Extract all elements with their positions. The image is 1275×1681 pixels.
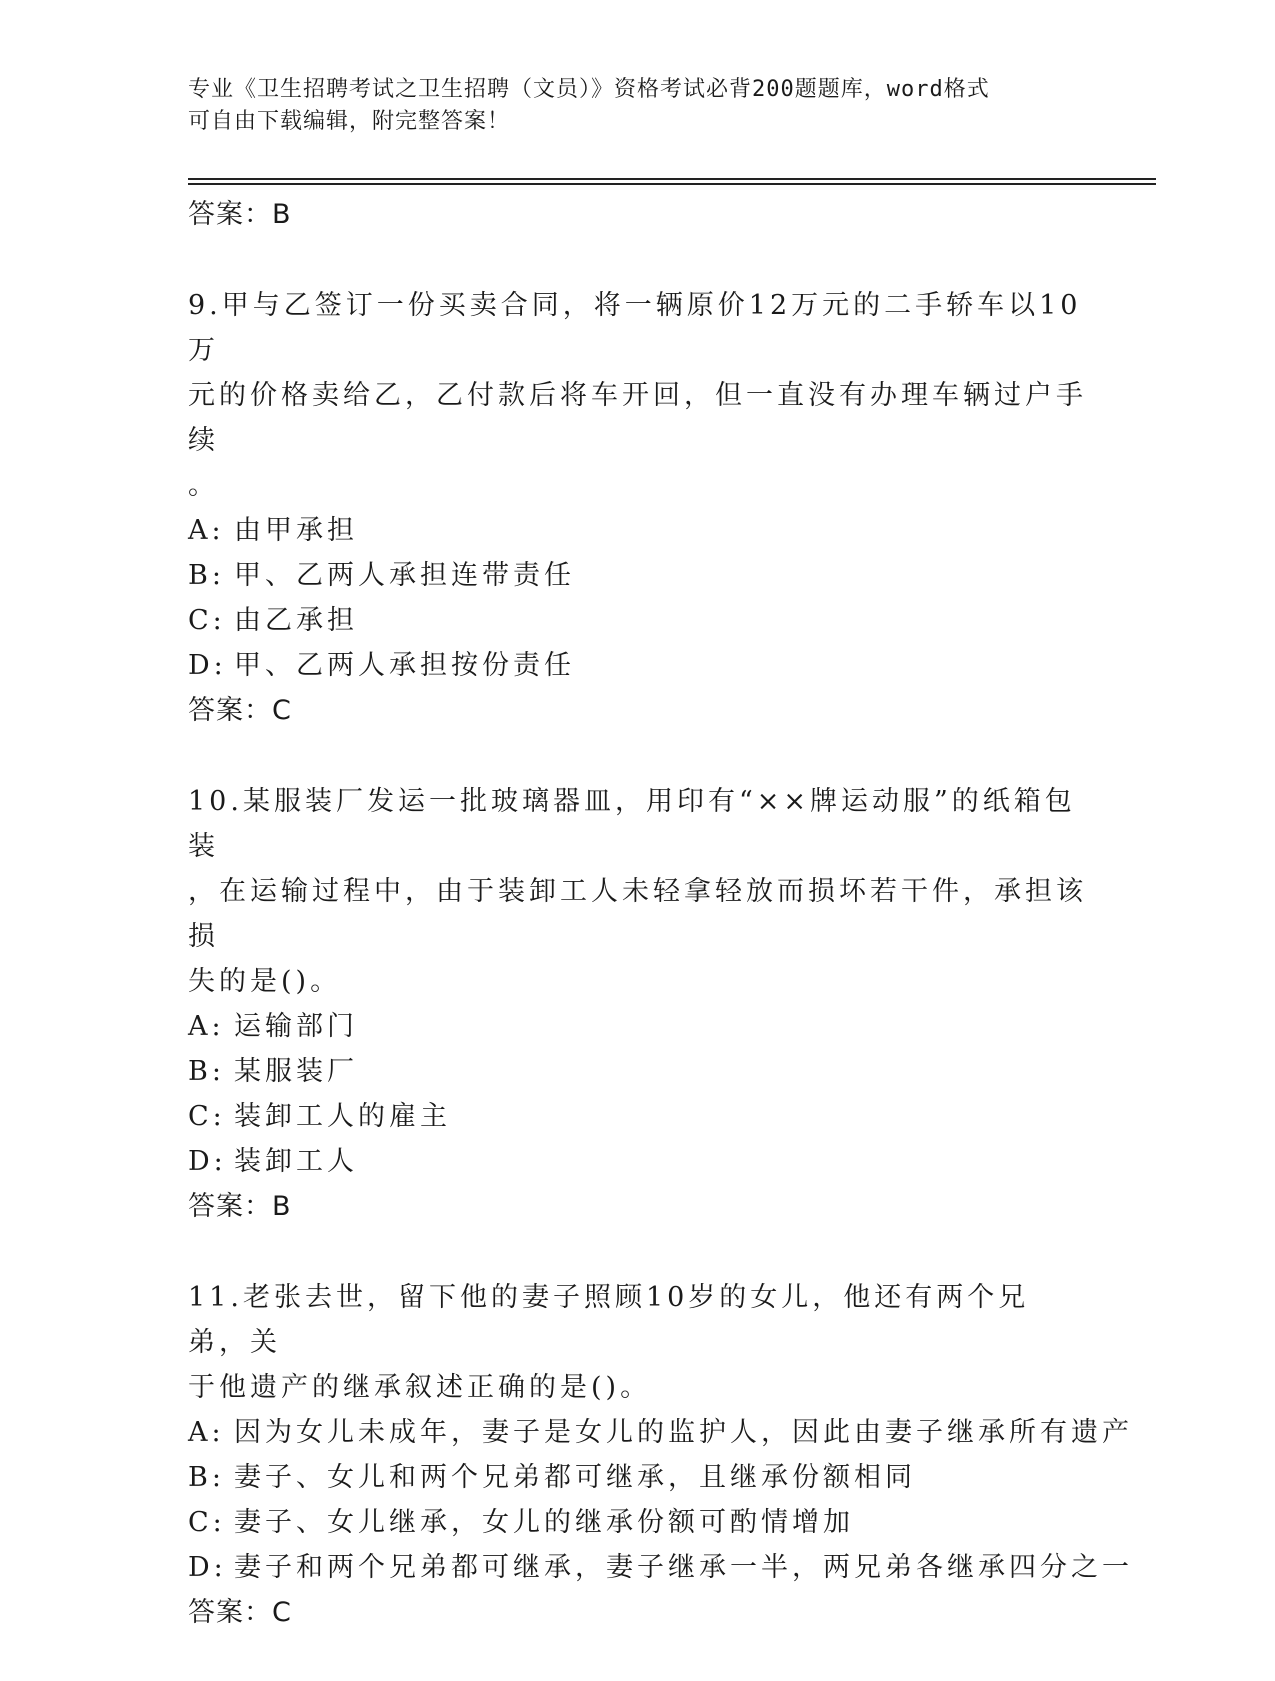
- previous-question-answer: 答案：B: [188, 199, 292, 230]
- option-letter: C:: [188, 1101, 226, 1132]
- option-d: [188, 643, 1088, 688]
- option-c: [188, 1500, 1088, 1545]
- answer-label: 答案：C: [188, 1597, 292, 1628]
- document-header: [188, 74, 1088, 138]
- stem-line: 元的价格卖给乙，乙付款后将车开回，但一直没有办理车辆过户手续: [188, 380, 1087, 456]
- stem-line: 于他遗产的继承叙述正确的是()。: [188, 1372, 652, 1403]
- option-d: [188, 1545, 1133, 1590]
- option-text: 因为女儿未成年，妻子是女儿的监护人，因此由妻子继承所有遗产: [234, 1417, 1133, 1448]
- option-text: 妻子、女儿继承，女儿的继承份额可酌情增加: [234, 1507, 854, 1538]
- question-10: [188, 779, 1088, 1229]
- option-letter: C:: [188, 605, 226, 636]
- option-letter: B:: [188, 1056, 225, 1087]
- stem-line: 9.甲与乙签订一份买卖合同，将一辆原价12万元的二手轿车以10万: [188, 290, 1082, 366]
- option-text: 某服装厂: [234, 1056, 358, 1087]
- option-text: 由甲承担: [234, 515, 358, 546]
- option-letter: D:: [188, 1552, 227, 1583]
- question-9: [188, 283, 1088, 733]
- option-letter: A:: [188, 1011, 225, 1042]
- option-letter: D:: [188, 1146, 227, 1177]
- option-c: [188, 1094, 1088, 1139]
- answer-label: 答案：B: [188, 1191, 292, 1222]
- option-c: [188, 598, 1088, 643]
- header-title-line-2: 可自由下载编辑，附完整答案！: [188, 109, 511, 134]
- option-letter: B:: [188, 560, 225, 591]
- header-title-line-1: 专业《卫生招聘考试之卫生招聘（文员）》资格考试必背200题题库，word格式: [188, 77, 990, 102]
- option-a: [188, 508, 1088, 553]
- option-letter: A:: [188, 515, 225, 546]
- option-text: 装卸工人的雇主: [234, 1101, 451, 1132]
- stem-line: 失的是()。: [188, 966, 342, 997]
- stem-line: 10.某服装厂发运一批玻璃器皿，用印有“××牌运动服”的纸箱包装: [188, 786, 1076, 862]
- stem-line: 。: [188, 470, 219, 501]
- option-text: 运输部门: [234, 1011, 358, 1042]
- question-content: [188, 192, 1133, 1681]
- option-letter: C:: [188, 1507, 226, 1538]
- answer-label: 答案：C: [188, 695, 292, 726]
- header-rule-top: [188, 178, 1156, 180]
- option-text: 妻子、女儿和两个兄弟都可继承，且继承份额相同: [234, 1462, 916, 1493]
- question-stem: [188, 283, 1088, 508]
- option-text: 甲、乙两人承担按份责任: [234, 650, 575, 681]
- option-text: 妻子和两个兄弟都可继承，妻子继承一半，两兄弟各继承四分之一: [234, 1552, 1133, 1583]
- question-stem: [188, 779, 1088, 1004]
- option-letter: B:: [188, 1462, 225, 1493]
- question-11: [188, 1275, 1133, 1635]
- option-b: [188, 1049, 1088, 1094]
- option-b: [188, 1455, 1088, 1500]
- option-a: [188, 1004, 1088, 1049]
- option-d: [188, 1139, 1088, 1184]
- stem-line: ，在运输过程中，由于装卸工人未轻拿轻放而损坏若干件，承担该损: [188, 876, 1087, 952]
- header-rule-bottom: [188, 183, 1156, 185]
- option-letter: A:: [188, 1417, 225, 1448]
- option-text: 甲、乙两人承担连带责任: [234, 560, 575, 591]
- stem-line: 11.老张去世，留下他的妻子照顾10岁的女儿，他还有两个兄弟，关: [188, 1282, 1030, 1358]
- option-text: 由乙承担: [234, 605, 358, 636]
- option-a: [188, 1410, 1133, 1455]
- option-letter: D:: [188, 650, 227, 681]
- question-stem: [188, 1275, 1088, 1410]
- option-text: 装卸工人: [234, 1146, 358, 1177]
- option-b: [188, 553, 1088, 598]
